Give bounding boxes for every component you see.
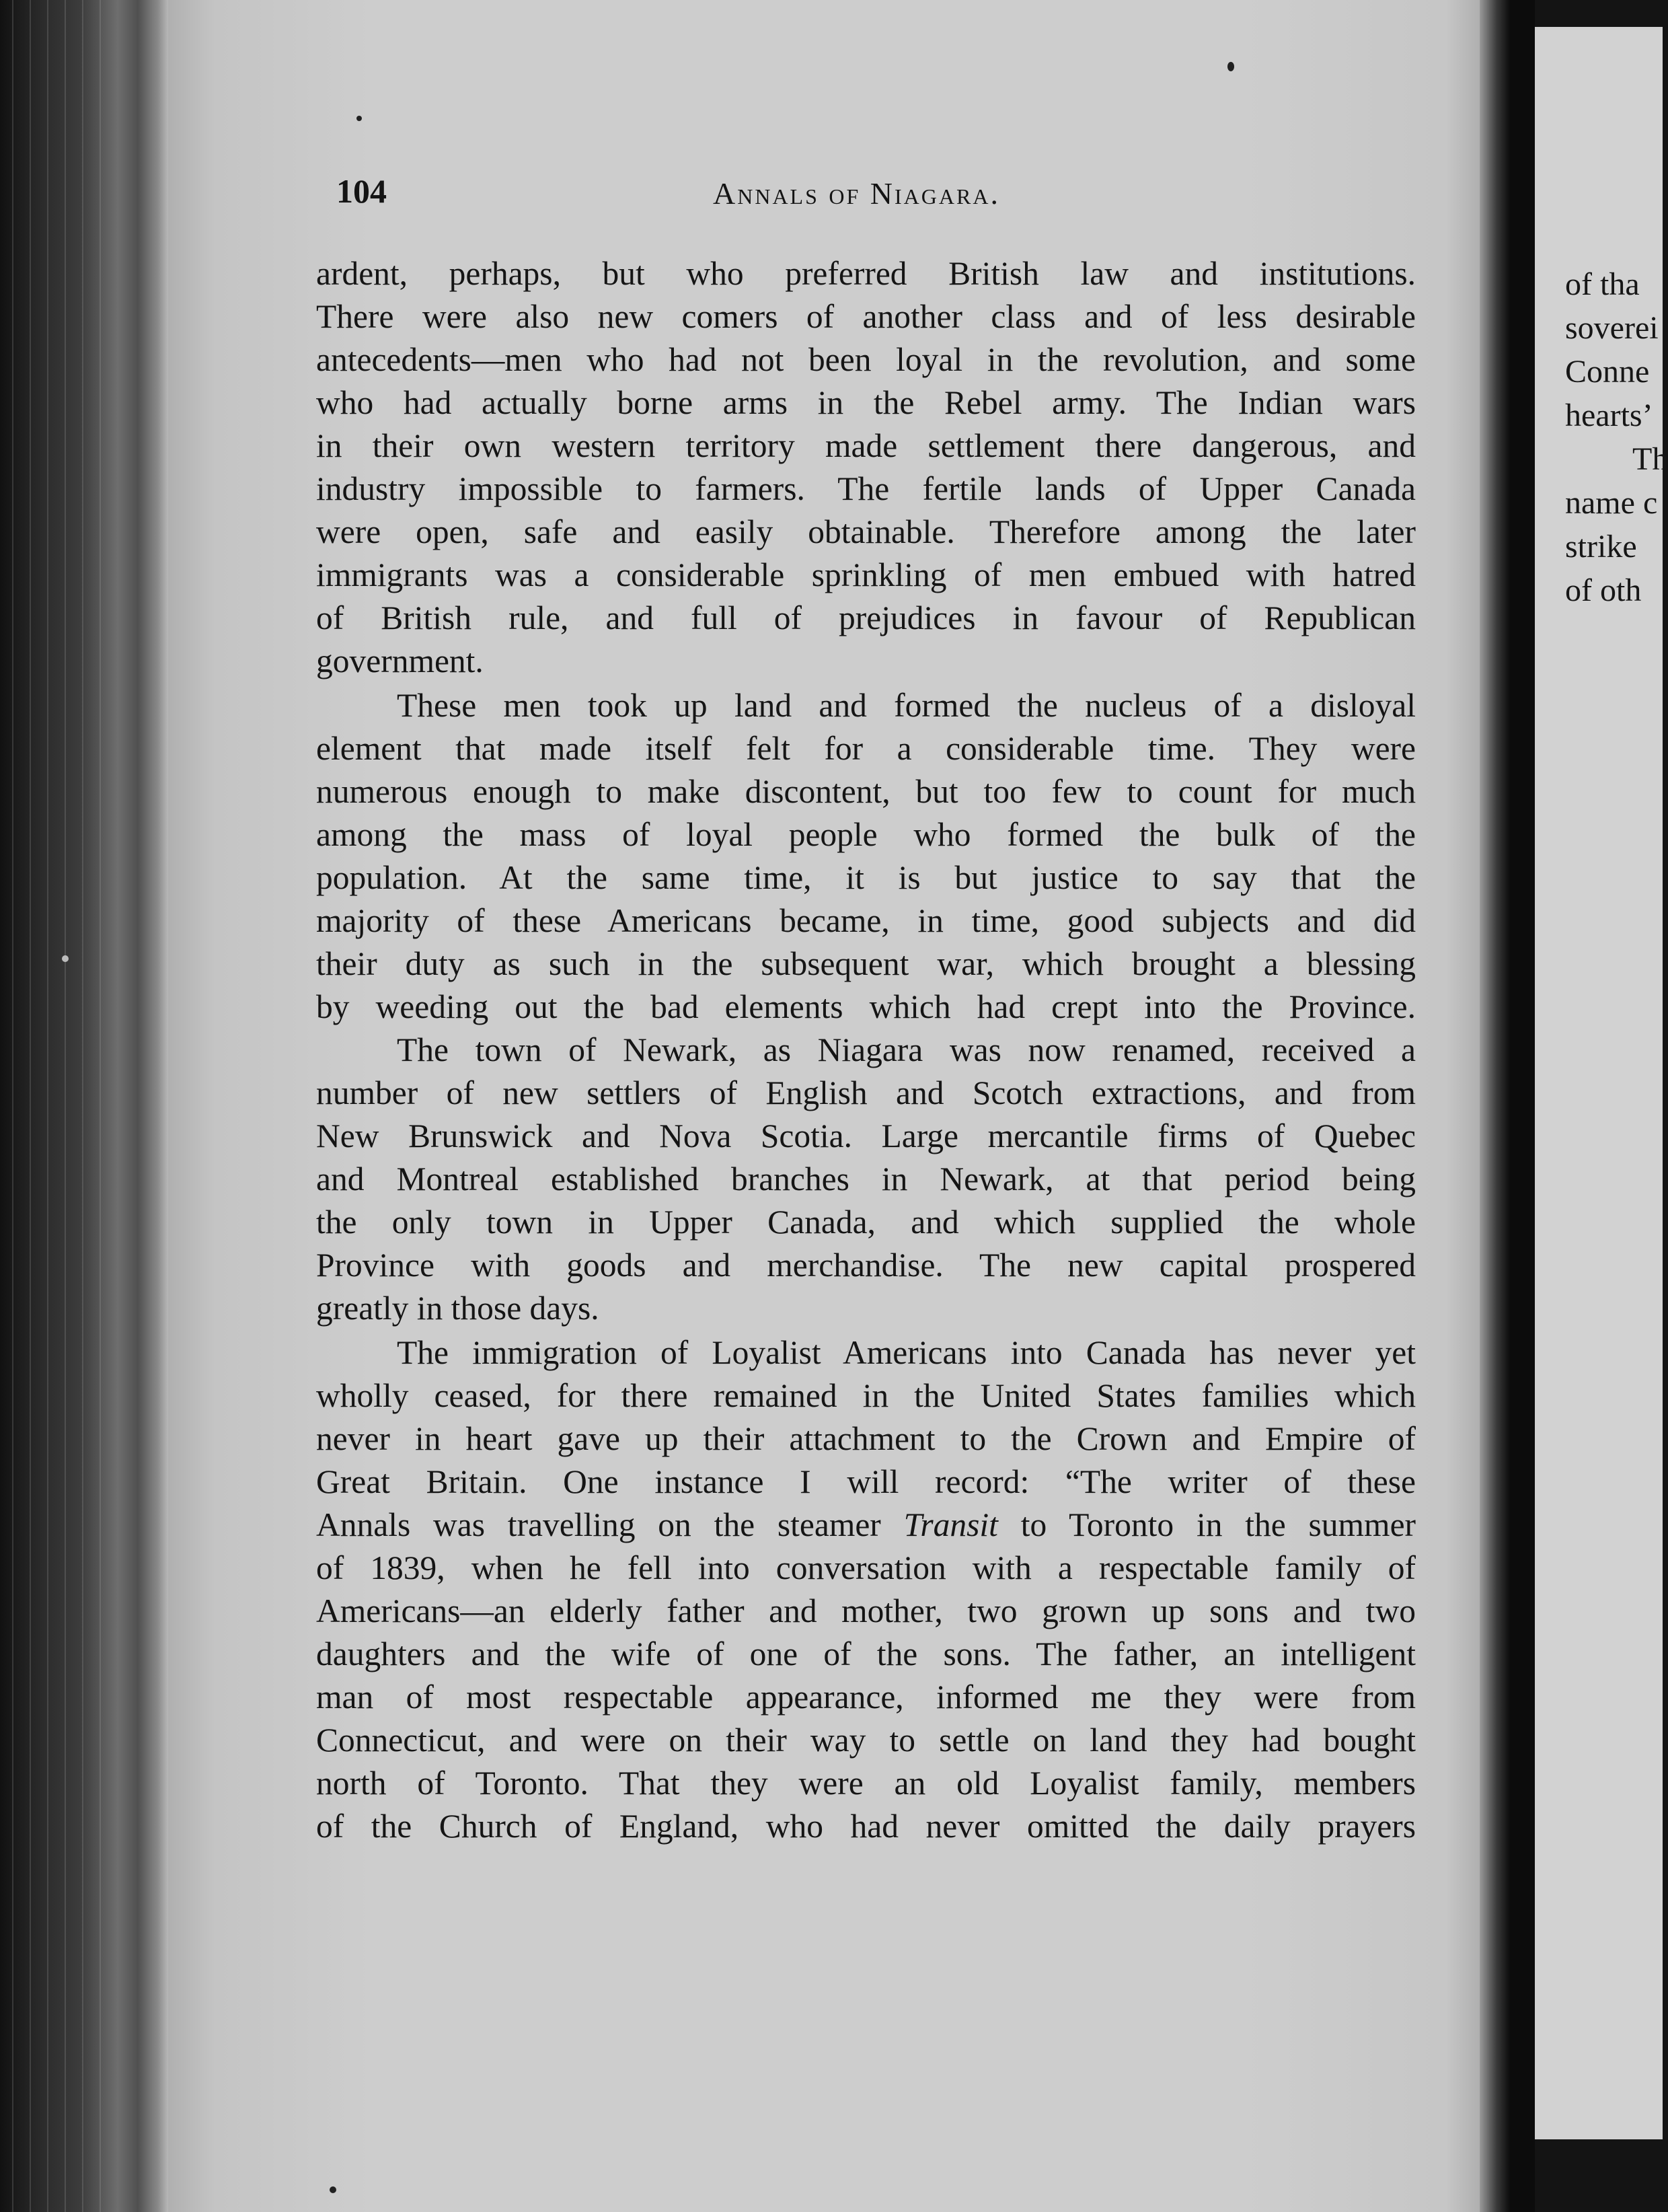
text-line: who had actually borne arms in the Rebel army. The Indian wars [316, 384, 1416, 421]
text-line: by weeding out the bad elements which had crept into the Province. [316, 988, 1416, 1025]
text-line: their duty as such in the subsequent war, which brought a blessing [316, 945, 1416, 982]
text-line: The town of Newark, as Niagara was now renamed, received a [397, 1031, 1416, 1068]
text-line: greatly in those days. [316, 1290, 599, 1327]
facing-line: of tha [1565, 266, 1640, 302]
text-line: There were also new comers of another class and of less desirable [316, 298, 1416, 335]
text-line: daughters and the wife of one of the sons. The father, an intelligent [316, 1635, 1416, 1672]
ink-speck [356, 116, 362, 121]
text-line: north of Toronto. That they were an old Loyalist family, members [316, 1765, 1416, 1802]
facing-line: strike [1565, 529, 1637, 564]
text-line: majority of these Americans became, in time, good subjects and did [316, 902, 1416, 939]
text-line: Americans—an elderly father and mother, two grown up sons and two [316, 1592, 1416, 1629]
text-line: These men took up land and formed the nucleus of a disloyal [397, 687, 1416, 724]
ink-speck [330, 2186, 336, 2193]
text-line: wholly ceased, for there remained in the United States families which [316, 1377, 1416, 1414]
text-line: numerous enough to make discontent, but too few to count for much [316, 773, 1416, 810]
text-line: antecedents—men who had not been loyal in the revolution, and some [316, 341, 1416, 378]
text-line: of the Church of England, who had never omitted the daily prayers [316, 1808, 1416, 1845]
text-line: and Montreal established branches in Newark, at that period being [316, 1160, 1416, 1197]
text-line: were open, safe and easily obtainable. Therefore among the later [316, 513, 1416, 550]
text-line: New Brunswick and Nova Scotia. Large mercantile firms of Quebec [316, 1117, 1416, 1154]
facing-page-fragment [1535, 27, 1668, 2139]
text-line: the only town in Upper Canada, and which supplied the whole [316, 1204, 1416, 1241]
facing-line: Th [1632, 441, 1668, 477]
text-line: never in heart gave up their attachment to the Crown and Empire of [316, 1420, 1416, 1457]
text-line: Connecticut, and were on their way to settle on land they had bought [316, 1722, 1416, 1759]
text-line: Great Britain. One instance I will record: “The writer of these [316, 1463, 1416, 1500]
ink-speck [1227, 62, 1234, 71]
page-header [336, 172, 1412, 219]
ink-speck [62, 955, 69, 962]
text-segment: to Toronto in the summer [1020, 1506, 1416, 1543]
text-line: The immigration of Loyalist Americans into Canada has never yet [397, 1334, 1416, 1371]
text-line: population. At the same time, it is but justice to say that the [316, 859, 1416, 896]
facing-line: soverei [1565, 310, 1659, 346]
text-line: of 1839, when he fell into conversation with a respectable family of [316, 1549, 1416, 1586]
page-gutter-shadow [1480, 0, 1535, 2212]
text-line: among the mass of loyal people who formed the bulk of the [316, 816, 1416, 853]
text-line: element that made itself felt for a considerable time. They were [316, 730, 1416, 767]
text-line: Province with goods and merchandise. The new capital prospered [316, 1247, 1416, 1284]
text-line: immigrants was a considerable sprinkling of men embued with hatred [316, 556, 1416, 593]
facing-line: of oth [1565, 573, 1642, 608]
text-line: in their own western territory made settlement there dangerous, and [316, 427, 1416, 464]
text-line: man of most respectable appearance, informed me they were from [316, 1679, 1416, 1716]
facing-line: name c [1565, 485, 1658, 521]
text-segment: Annals was travelling on the steamer [316, 1506, 881, 1543]
ship-name: Transit [903, 1506, 998, 1543]
text-line: of British rule, and full of prejudices in favour of Republican [316, 599, 1416, 636]
text-line: government. [316, 642, 484, 679]
text-line: number of new settlers of English and Scotch extractions, and from [316, 1074, 1416, 1111]
facing-line: Conne [1565, 354, 1650, 390]
book-spine-edge [0, 0, 168, 2212]
page-number: 104 [336, 172, 387, 210]
text-line [316, 1506, 1416, 1545]
facing-line: hearts’ [1565, 398, 1653, 433]
text-line: ardent, perhaps, but who preferred British law and institutions. [316, 255, 1416, 292]
running-title: Annals of Niagara. [713, 176, 1000, 211]
text-line: industry impossible to farmers. The fertile lands of Upper Canada [316, 470, 1416, 507]
